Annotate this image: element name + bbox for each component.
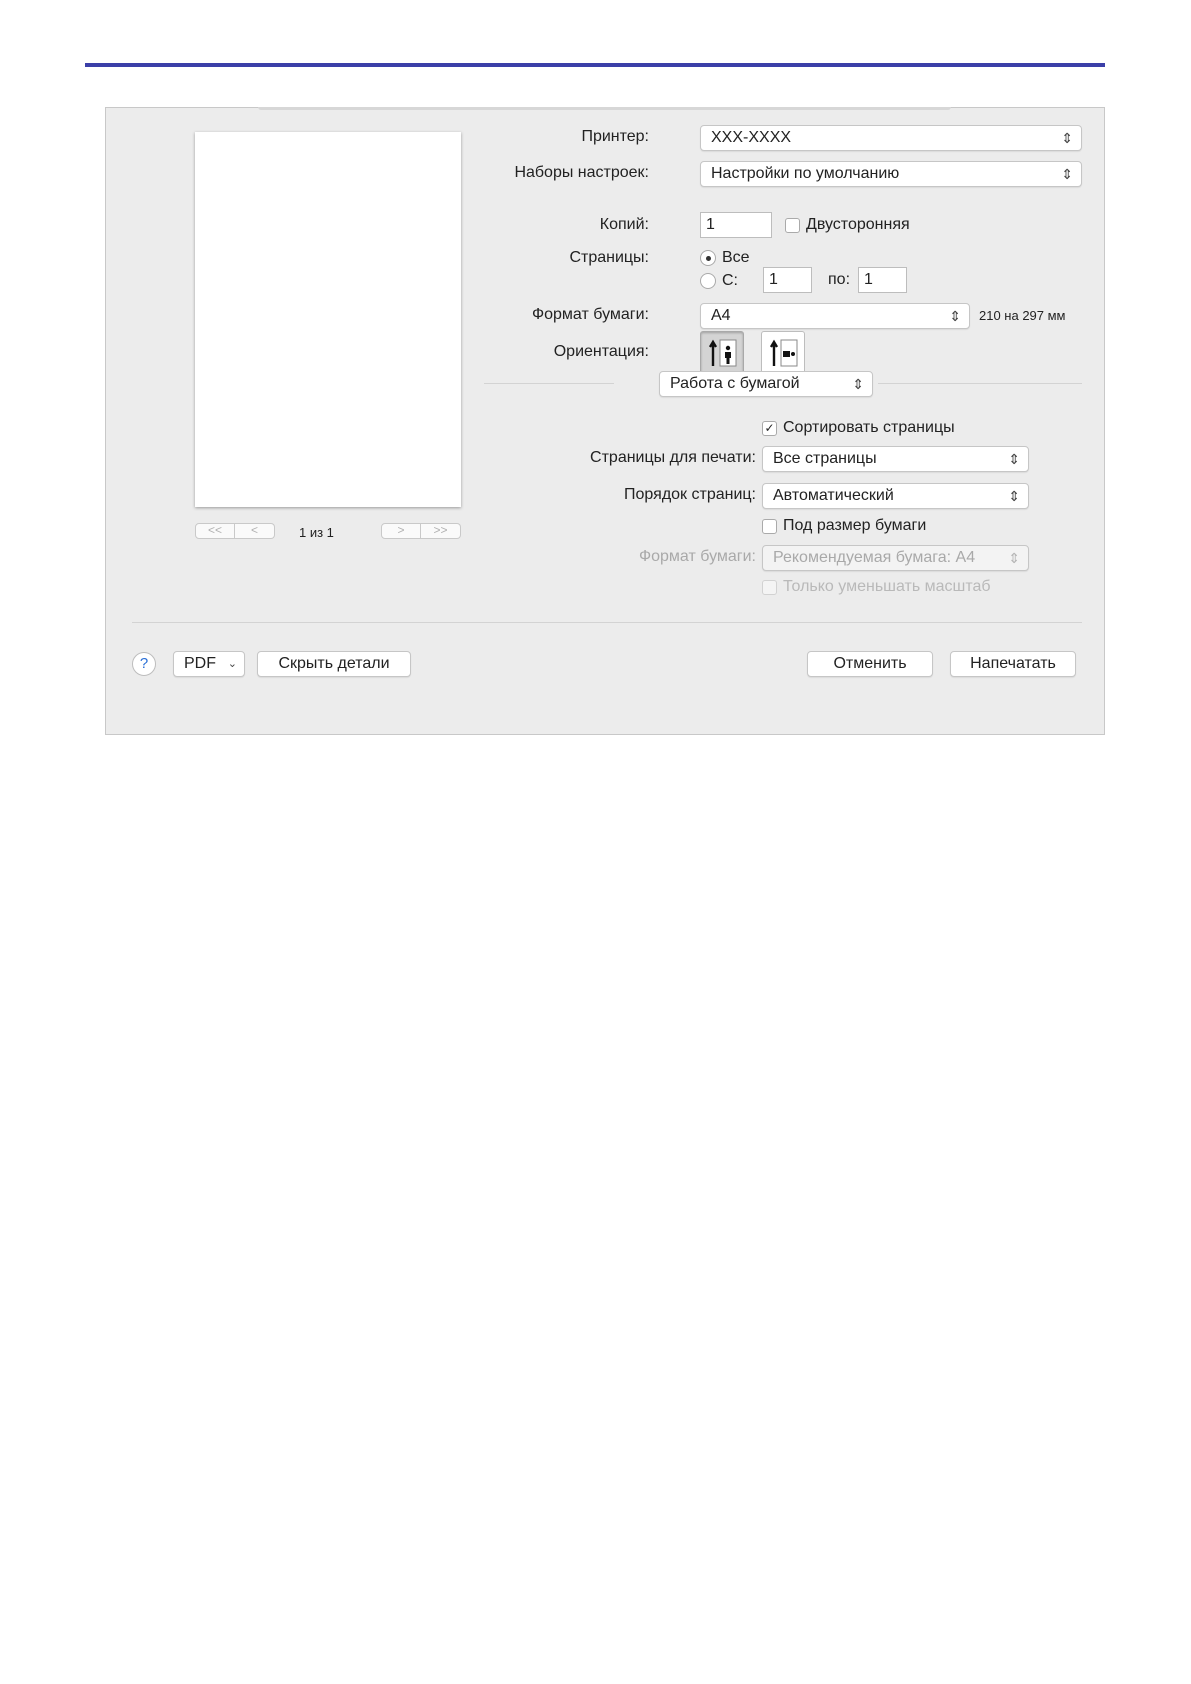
section-separator-right <box>878 383 1082 384</box>
paper-size-value: A4 <box>711 307 731 324</box>
chevron-down-icon: ⌄ <box>227 658 237 670</box>
chevron-updown-icon: ⇕ <box>949 308 961 324</box>
hide-details-button[interactable]: Скрыть детали <box>257 651 411 677</box>
pages-label: Страницы: <box>569 249 649 266</box>
duplex-label: Двусторонняя <box>806 216 910 233</box>
pages-to-print-label: Страницы для печати: <box>590 449 756 466</box>
scale-to-fit-checkbox[interactable] <box>762 516 926 536</box>
copies-field[interactable]: 1 <box>700 212 772 238</box>
radio-dot <box>700 250 716 266</box>
last-page-button[interactable]: >> <box>421 523 461 539</box>
dialog-title-edge <box>258 107 951 110</box>
print-dialog <box>105 107 1105 735</box>
printer-select[interactable] <box>700 125 1082 151</box>
landscape-orientation-button[interactable] <box>761 331 805 375</box>
dest-paper-select <box>762 545 1029 571</box>
next-page-button[interactable]: > <box>381 523 421 539</box>
page-order-value: Автоматический <box>773 487 894 504</box>
chevron-updown-icon: ⇕ <box>1008 488 1020 504</box>
pages-to-print-value: Все страницы <box>773 450 877 467</box>
pages-from-field[interactable]: 1 <box>763 267 812 293</box>
section-separator-left <box>484 383 614 384</box>
dest-paper-label: Формат бумаги: <box>638 548 756 565</box>
portrait-orientation-button[interactable] <box>700 331 744 375</box>
paper-size-select[interactable] <box>700 303 970 329</box>
pages-to-field[interactable]: 1 <box>858 267 907 293</box>
page-order-select[interactable] <box>762 483 1029 509</box>
pages-to-label: по: <box>828 271 851 288</box>
print-button[interactable]: Напечатать <box>950 651 1076 677</box>
chevron-updown-icon: ⇕ <box>1061 130 1073 146</box>
scale-to-fit-label: Под размер бумаги <box>783 517 927 534</box>
header-rule <box>85 63 1105 67</box>
pages-range-radio[interactable] <box>700 271 738 291</box>
help-button[interactable] <box>132 652 156 676</box>
chevron-updown-icon: ⇕ <box>1061 166 1073 182</box>
dest-paper-value: Рекомендуемая бумага: A4 <box>773 549 976 566</box>
previous-page-button[interactable]: < <box>235 523 275 539</box>
pages-to-print-select[interactable] <box>762 446 1029 472</box>
scale-down-only-label: Только уменьшать масштаб <box>783 578 991 595</box>
collate-checkbox[interactable] <box>762 418 955 438</box>
pdf-label: PDF <box>184 655 216 672</box>
footer-separator <box>132 622 1082 623</box>
duplex-checkbox[interactable] <box>785 215 910 235</box>
paper-size-label: Формат бумаги: <box>531 306 649 323</box>
page-order-label: Порядок страниц: <box>624 486 756 503</box>
pages-from-label: С: <box>722 272 738 289</box>
cancel-button[interactable]: Отменить <box>807 651 933 677</box>
printer-label: Принтер: <box>581 128 649 145</box>
first-page-button[interactable]: << <box>195 523 235 539</box>
collate-label: Сортировать страницы <box>783 419 955 436</box>
preview-nav-back-group <box>195 523 275 539</box>
pages-all-radio[interactable] <box>700 248 750 268</box>
checkmark-icon: ✓ <box>762 421 777 436</box>
paper-dimensions: 210 на 297 мм <box>979 308 1066 323</box>
pages-all-label: Все <box>722 249 750 266</box>
page-preview <box>195 132 461 507</box>
chevron-updown-icon: ⇕ <box>1008 451 1020 467</box>
copies-label: Копий: <box>599 216 649 233</box>
presets-label: Наборы настроек: <box>514 164 649 181</box>
section-value: Работа с бумагой <box>670 375 800 392</box>
checkbox-box <box>762 580 777 595</box>
radio-dot <box>700 273 716 289</box>
checkbox-box <box>785 218 800 233</box>
chevron-updown-icon: ⇕ <box>1008 550 1020 566</box>
preview-nav-forward-group <box>381 523 461 539</box>
chevron-updown-icon: ⇕ <box>852 376 864 392</box>
landscape-icon <box>769 338 799 370</box>
pdf-menu-button[interactable] <box>173 651 245 677</box>
section-select[interactable] <box>659 371 873 397</box>
presets-select[interactable] <box>700 161 1082 187</box>
scale-down-only-checkbox <box>762 577 991 597</box>
orientation-label: Ориентация: <box>553 343 649 360</box>
checkbox-box <box>762 519 777 534</box>
question-icon: ? <box>139 655 149 672</box>
printer-value: XXX-XXXX <box>711 129 792 146</box>
portrait-icon <box>708 338 738 370</box>
page-count: 1 из 1 <box>299 525 334 540</box>
presets-value: Настройки по умолчанию <box>711 165 900 182</box>
